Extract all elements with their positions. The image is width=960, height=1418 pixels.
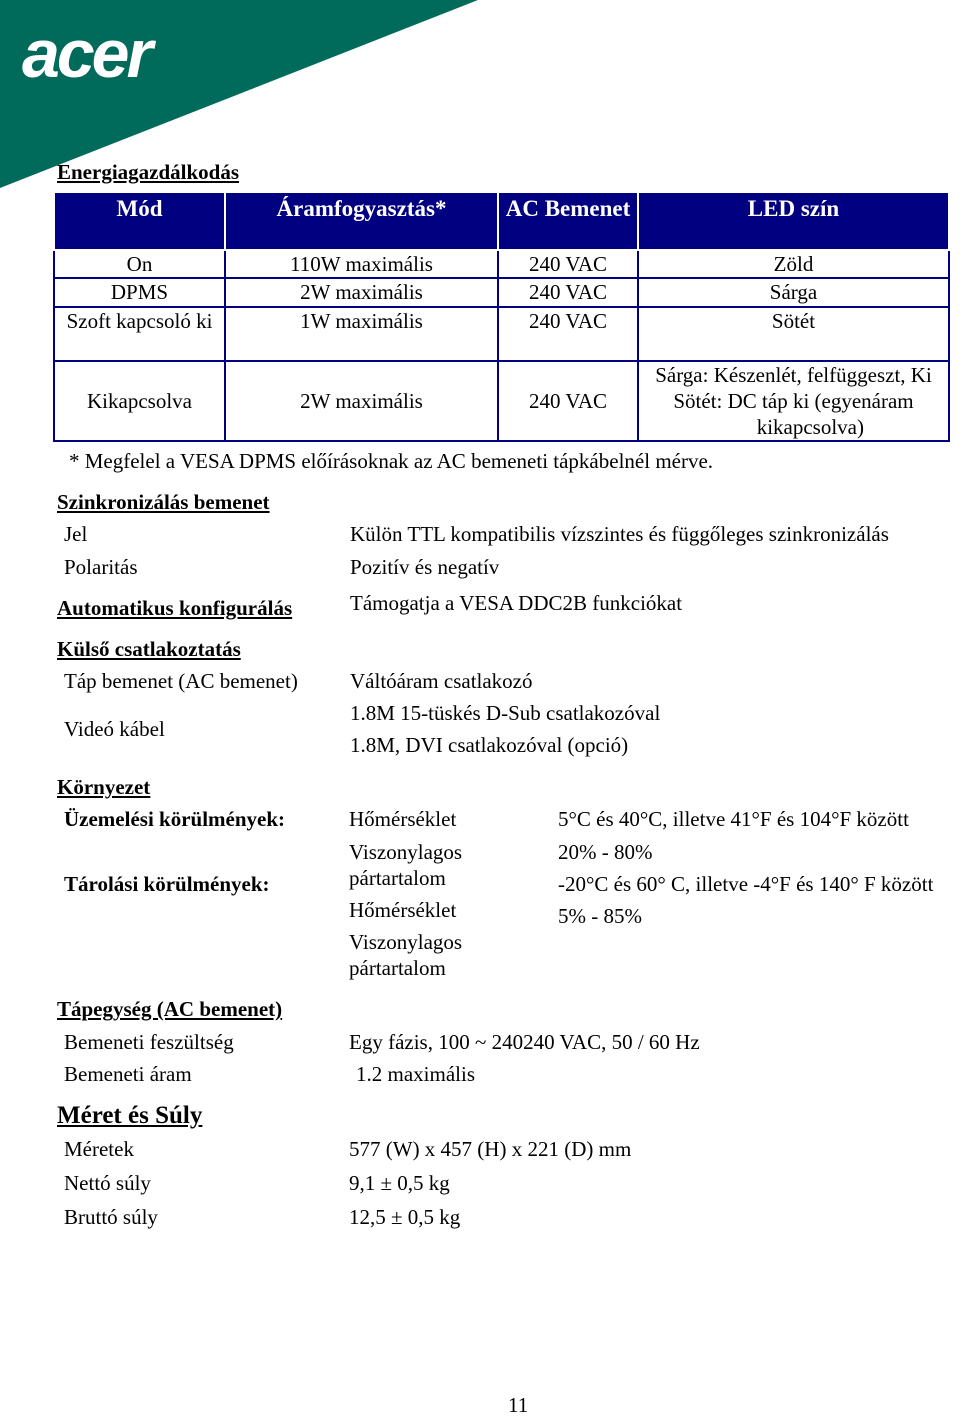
env-col3-item: 5°C és 40°C, illetve 41°F és 104°F között — [558, 807, 909, 831]
table-row — [54, 250, 949, 278]
env-col2-item: pártartalom — [349, 866, 446, 890]
col-power: Áramfogyasztás* — [225, 192, 498, 250]
external-heading: Külső csatlakoztatás — [57, 637, 241, 661]
table-row — [54, 278, 949, 306]
size-label: Nettó súly — [64, 1171, 151, 1195]
env-col3-item: -20°C és 60° C, illetve -4°F és 140° F között — [558, 872, 934, 896]
env-col3-item: 5% - 85% — [558, 904, 642, 928]
sync-label: Jel — [64, 522, 88, 546]
env-col2-item: pártartalom — [349, 956, 446, 980]
power-cell: 2W maximális — [225, 361, 498, 442]
led-cell: Zöld — [638, 250, 949, 278]
size-label: Bruttó súly — [64, 1205, 158, 1229]
sync-value: Külön TTL kompatibilis vízszintes és függőleges szinkronizálás — [350, 522, 889, 546]
col-ac: AC Bemenet — [498, 192, 638, 250]
power-heading: Energiagazdálkodás — [57, 160, 240, 184]
env-col2-item: Viszonylagos — [349, 930, 463, 954]
psu-value: Egy fázis, 100 ~ 240240 VAC, 50 / 60 Hz — [349, 1030, 700, 1054]
power-table — [53, 191, 950, 442]
power-cell: 110W maximális — [225, 250, 498, 278]
table-row — [54, 361, 949, 442]
power-cell: 2W maximális — [225, 278, 498, 306]
env-col2-item: Viszonylagos — [349, 840, 463, 864]
size-value: 577 (W) x 457 (H) x 221 (D) mm — [349, 1137, 632, 1161]
ac-cell: 240 VAC — [498, 250, 638, 278]
env-col3-item: 20% - 80% — [558, 840, 653, 864]
external-video-value: 1.8M, DVI csatlakozóval (opció) — [350, 733, 629, 757]
storage-label: Tárolási körülmények: — [64, 872, 270, 896]
env-col2-item: Hőmérséklet — [349, 898, 457, 922]
sync-value: Pozitív és negatív — [350, 555, 500, 579]
led-cell: Sárga: Készenlét, felfüggeszt, Ki Sötét: DC táp ki (egyenáram kikapcsolva) — [638, 361, 949, 442]
table-row — [54, 307, 949, 361]
mode-cell: Szoft kapcsoló ki — [54, 307, 225, 361]
external-power-label: Táp bemenet (AC bemenet) — [64, 669, 298, 693]
led-cell: Sárga — [638, 278, 949, 306]
size-label: Méretek — [64, 1137, 134, 1161]
ac-cell: 240 VAC — [498, 278, 638, 306]
ac-cell: 240 VAC — [498, 361, 638, 442]
psu-heading: Tápegység (AC bemenet) — [57, 997, 283, 1021]
psu-label: Bemeneti feszültség — [64, 1030, 234, 1054]
page-number: 11 — [508, 1393, 529, 1417]
external-video-label: Videó kábel — [64, 717, 165, 741]
mode-cell: DPMS — [54, 278, 225, 306]
psu-value: 1.2 maximális — [356, 1062, 475, 1086]
led-cell: Sötét — [638, 307, 949, 361]
mode-cell: On — [54, 250, 225, 278]
size-value: 12,5 ± 0,5 kg — [349, 1205, 461, 1229]
size-heading: Méret és Súly — [57, 1102, 203, 1129]
ac-cell: 240 VAC — [498, 307, 638, 361]
size-value: 9,1 ± 0,5 kg — [349, 1171, 450, 1195]
col-led: LED szín — [638, 192, 949, 250]
col-mode: Mód — [54, 192, 225, 250]
operating-label: Üzemelési körülmények: — [64, 807, 286, 831]
power-table-header — [54, 192, 949, 250]
env-col2-item: Hőmérséklet — [349, 807, 457, 831]
acer-logo: acer — [22, 16, 150, 92]
external-power-value: Váltóáram csatlakozó — [350, 669, 533, 693]
psu-label: Bemeneti áram — [64, 1062, 192, 1086]
sync-label: Polaritás — [64, 555, 138, 579]
power-footnote: * Megfelel a VESA DPMS előírásoknak az AC bemeneti tápkábelnél mérve. — [69, 449, 714, 473]
power-cell: 1W maximális — [225, 307, 498, 361]
mode-cell: Kikapcsolva — [54, 361, 225, 442]
environment-heading: Környezet — [57, 775, 151, 799]
autoconfig-value: Támogatja a VESA DDC2B funkciókat — [350, 591, 683, 615]
autoconfig-heading: Automatikus konfigurálás — [57, 596, 293, 620]
sync-heading: Szinkronizálás bemenet — [57, 490, 270, 514]
external-video-value: 1.8M 15-tüskés D-Sub csatlakozóval — [350, 701, 661, 725]
